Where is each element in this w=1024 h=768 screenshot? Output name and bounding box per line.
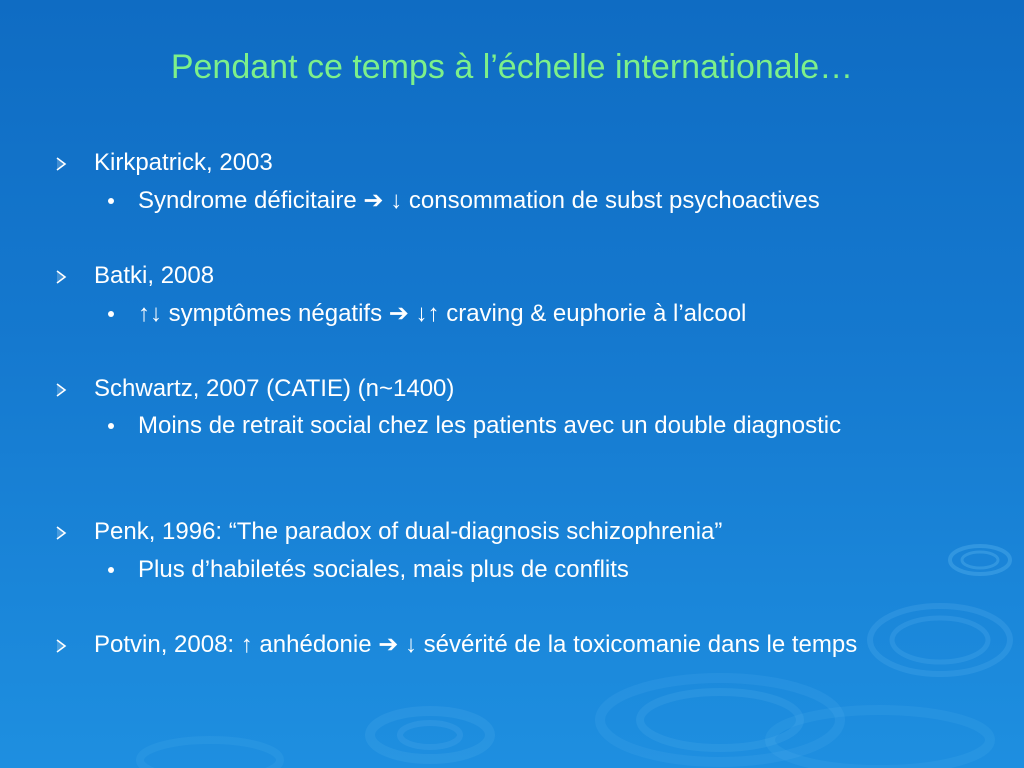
bullet-text: Penk, 1996: “The paradox of dual-diagnosis schizophrenia” xyxy=(94,518,723,545)
bullet-item xyxy=(94,517,974,547)
sub-bullet-item xyxy=(138,299,958,329)
bullet-item xyxy=(94,630,934,660)
arrow-bullet-icon xyxy=(54,270,68,284)
sub-bullet-text: ↑↓ symptômes négatifs ➔ ↓↑ craving & euphorie à l’alcool xyxy=(138,300,747,327)
sub-bullet-text: Plus d’habiletés sociales, mais plus de conflits xyxy=(138,556,629,583)
arrow-bullet-icon xyxy=(54,157,68,171)
arrow-bullet-icon xyxy=(54,639,68,653)
sub-bullet-item xyxy=(138,186,958,216)
bullet-item xyxy=(94,261,974,291)
sub-bullet-text: Syndrome déficitaire ➔ ↓ consommation de subst psychoactives xyxy=(138,187,820,214)
arrow-bullet-icon xyxy=(54,526,68,540)
bullet-item xyxy=(94,148,974,178)
dot-bullet-icon xyxy=(108,567,114,573)
sub-bullet-text: Moins de retrait social chez les patients avec un double diagnostic xyxy=(138,412,842,439)
sub-bullet-item xyxy=(138,411,858,441)
bullet-text: Potvin, 2008: ↑ anhédonie ➔ ↓ sévérité de la toxicomanie dans le temps xyxy=(94,631,858,658)
bullet-text: Kirkpatrick, 2003 xyxy=(94,149,273,176)
slide-title: Pendant ce temps à l’échelle internationale… xyxy=(170,48,854,86)
bullet-item xyxy=(94,374,974,404)
dot-bullet-icon xyxy=(108,311,114,317)
bullet-text: Batki, 2008 xyxy=(94,262,215,289)
dot-bullet-icon xyxy=(108,198,114,204)
arrow-bullet-icon xyxy=(54,383,68,397)
bullet-text: Schwartz, 2007 (CATIE) (n~1400) xyxy=(94,375,455,402)
sub-bullet-item xyxy=(138,555,958,585)
dot-bullet-icon xyxy=(108,423,114,429)
